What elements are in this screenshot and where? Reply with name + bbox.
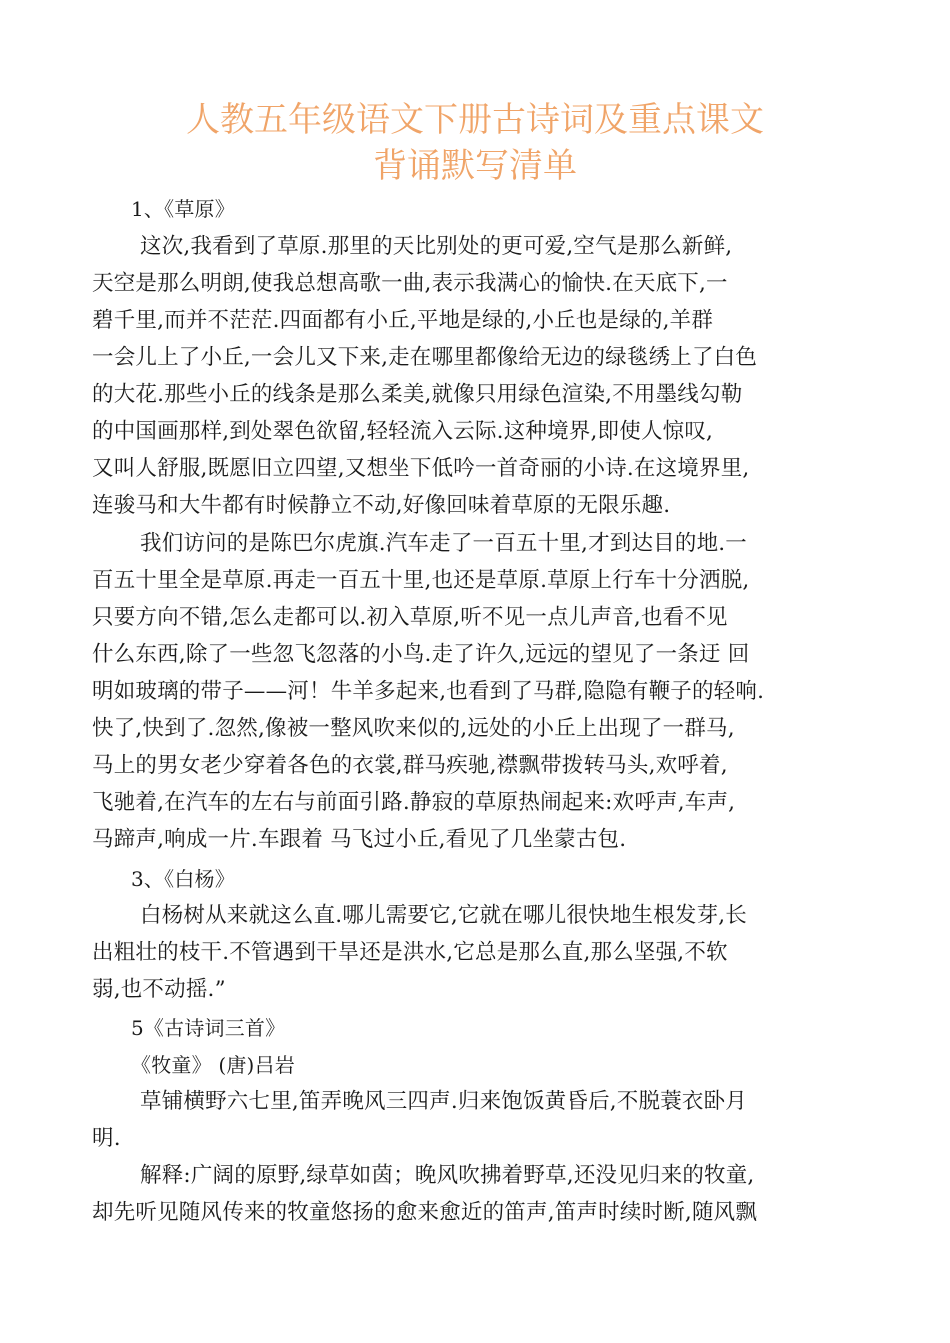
paragraph-line: 白杨树从来就这么直.哪儿需要它,它就在哪儿很快地生根发芽,长	[140, 903, 748, 928]
paragraph-line: 的中国画那样,到处翠色欲留,轻轻流入云际.这种境界,即使人惊叹,	[92, 419, 714, 444]
paragraph-line: 百五十里全是草原.再走一百五十里,也还是草原.草原上行车十分洒脱,	[92, 568, 750, 593]
poem-line: 明.	[92, 1126, 121, 1151]
paragraph-line: 我们访问的是陈巴尔虎旗.汽车走了一百五十里,才到达目的地.一	[140, 531, 748, 556]
paragraph-line: 马上的男女老少穿着各色的衣裳,群马疾驰,襟飘带拨转马头,欢呼着,	[92, 753, 728, 778]
section-heading-gushici: 5《古诗词三首》	[131, 1016, 286, 1040]
explanation-line: 却先听见随风传来的牧童悠扬的愈来愈近的笛声,笛声时续时断,随风飘	[92, 1200, 758, 1225]
paragraph-line: 弱,也不动摇.”	[92, 977, 226, 1002]
paragraph-line: 这次,我看到了草原.那里的天比别处的更可爱,空气是那么新鲜,	[140, 234, 733, 259]
poem-title-mutong: 《牧童》 (唐)吕岩	[131, 1053, 295, 1077]
section-heading-baiyang: 3、《白杨》	[131, 867, 235, 891]
document-title-line2: 背诵默写清单	[373, 146, 577, 186]
paragraph-line: 的大花.那些小丘的线条是那么柔美,就像只用绿色渲染,不用墨线勾勒	[92, 382, 743, 407]
paragraph-line: 快了,快到了.忽然,像被一整风吹来似的,远处的小丘上出现了一群马,	[92, 716, 735, 741]
section-heading-caoyuan: 1、《草原》	[131, 197, 235, 221]
paragraph-line: 明如玻璃的带子——河！牛羊多起来,也看到了马群,隐隐有鞭子的轻响.	[92, 679, 765, 704]
poem-line: 草铺横野六七里,笛弄晚风三四声.归来饱饭黄昏后,不脱蓑衣卧月	[140, 1089, 748, 1114]
paragraph-line: 碧千里,而并不茫茫.四面都有小丘,平地是绿的,小丘也是绿的,羊群	[92, 308, 714, 333]
paragraph-line: 一会儿上了小丘,一会儿又下来,走在哪里都像给无边的绿毯绣上了白色	[92, 345, 758, 370]
paragraph-line: 连骏马和大牛都有时候静立不动,好像回味着草原的无限乐趣.	[92, 493, 671, 518]
explanation-line: 解释:广阔的原野,绿草如茵；晚风吹拂着野草,还没见归来的牧童,	[140, 1163, 755, 1188]
paragraph-line: 出粗壮的枝干.不管遇到干旱还是洪水,它总是那么直,那么坚强,不软	[92, 940, 728, 965]
paragraph-line: 天空是那么明朗,使我总想高歌一曲,表示我满心的愉快.在天底下,一	[92, 271, 728, 296]
paragraph-line: 飞驰着,在汽车的左右与前面引路.静寂的草原热闹起来:欢呼声,车声,	[92, 790, 736, 815]
paragraph-line: 又叫人舒服,既愿旧立四望,又想坐下低吟一首奇丽的小诗.在这境界里,	[92, 456, 750, 481]
paragraph-line: 马蹄声,响成一片.车跟着 马飞过小丘,看见了几坐蒙古包.	[92, 827, 627, 852]
paragraph-line: 什么东西,除了一些忽飞忽落的小鸟.走了许久,远远的望见了一条迂 回	[92, 642, 750, 667]
document-title-line1: 人教五年级语文下册古诗词及重点课文	[186, 100, 764, 140]
paragraph-line: 只要方向不错,怎么走都可以.初入草原,听不见一点儿声音,也看不见	[92, 605, 728, 630]
